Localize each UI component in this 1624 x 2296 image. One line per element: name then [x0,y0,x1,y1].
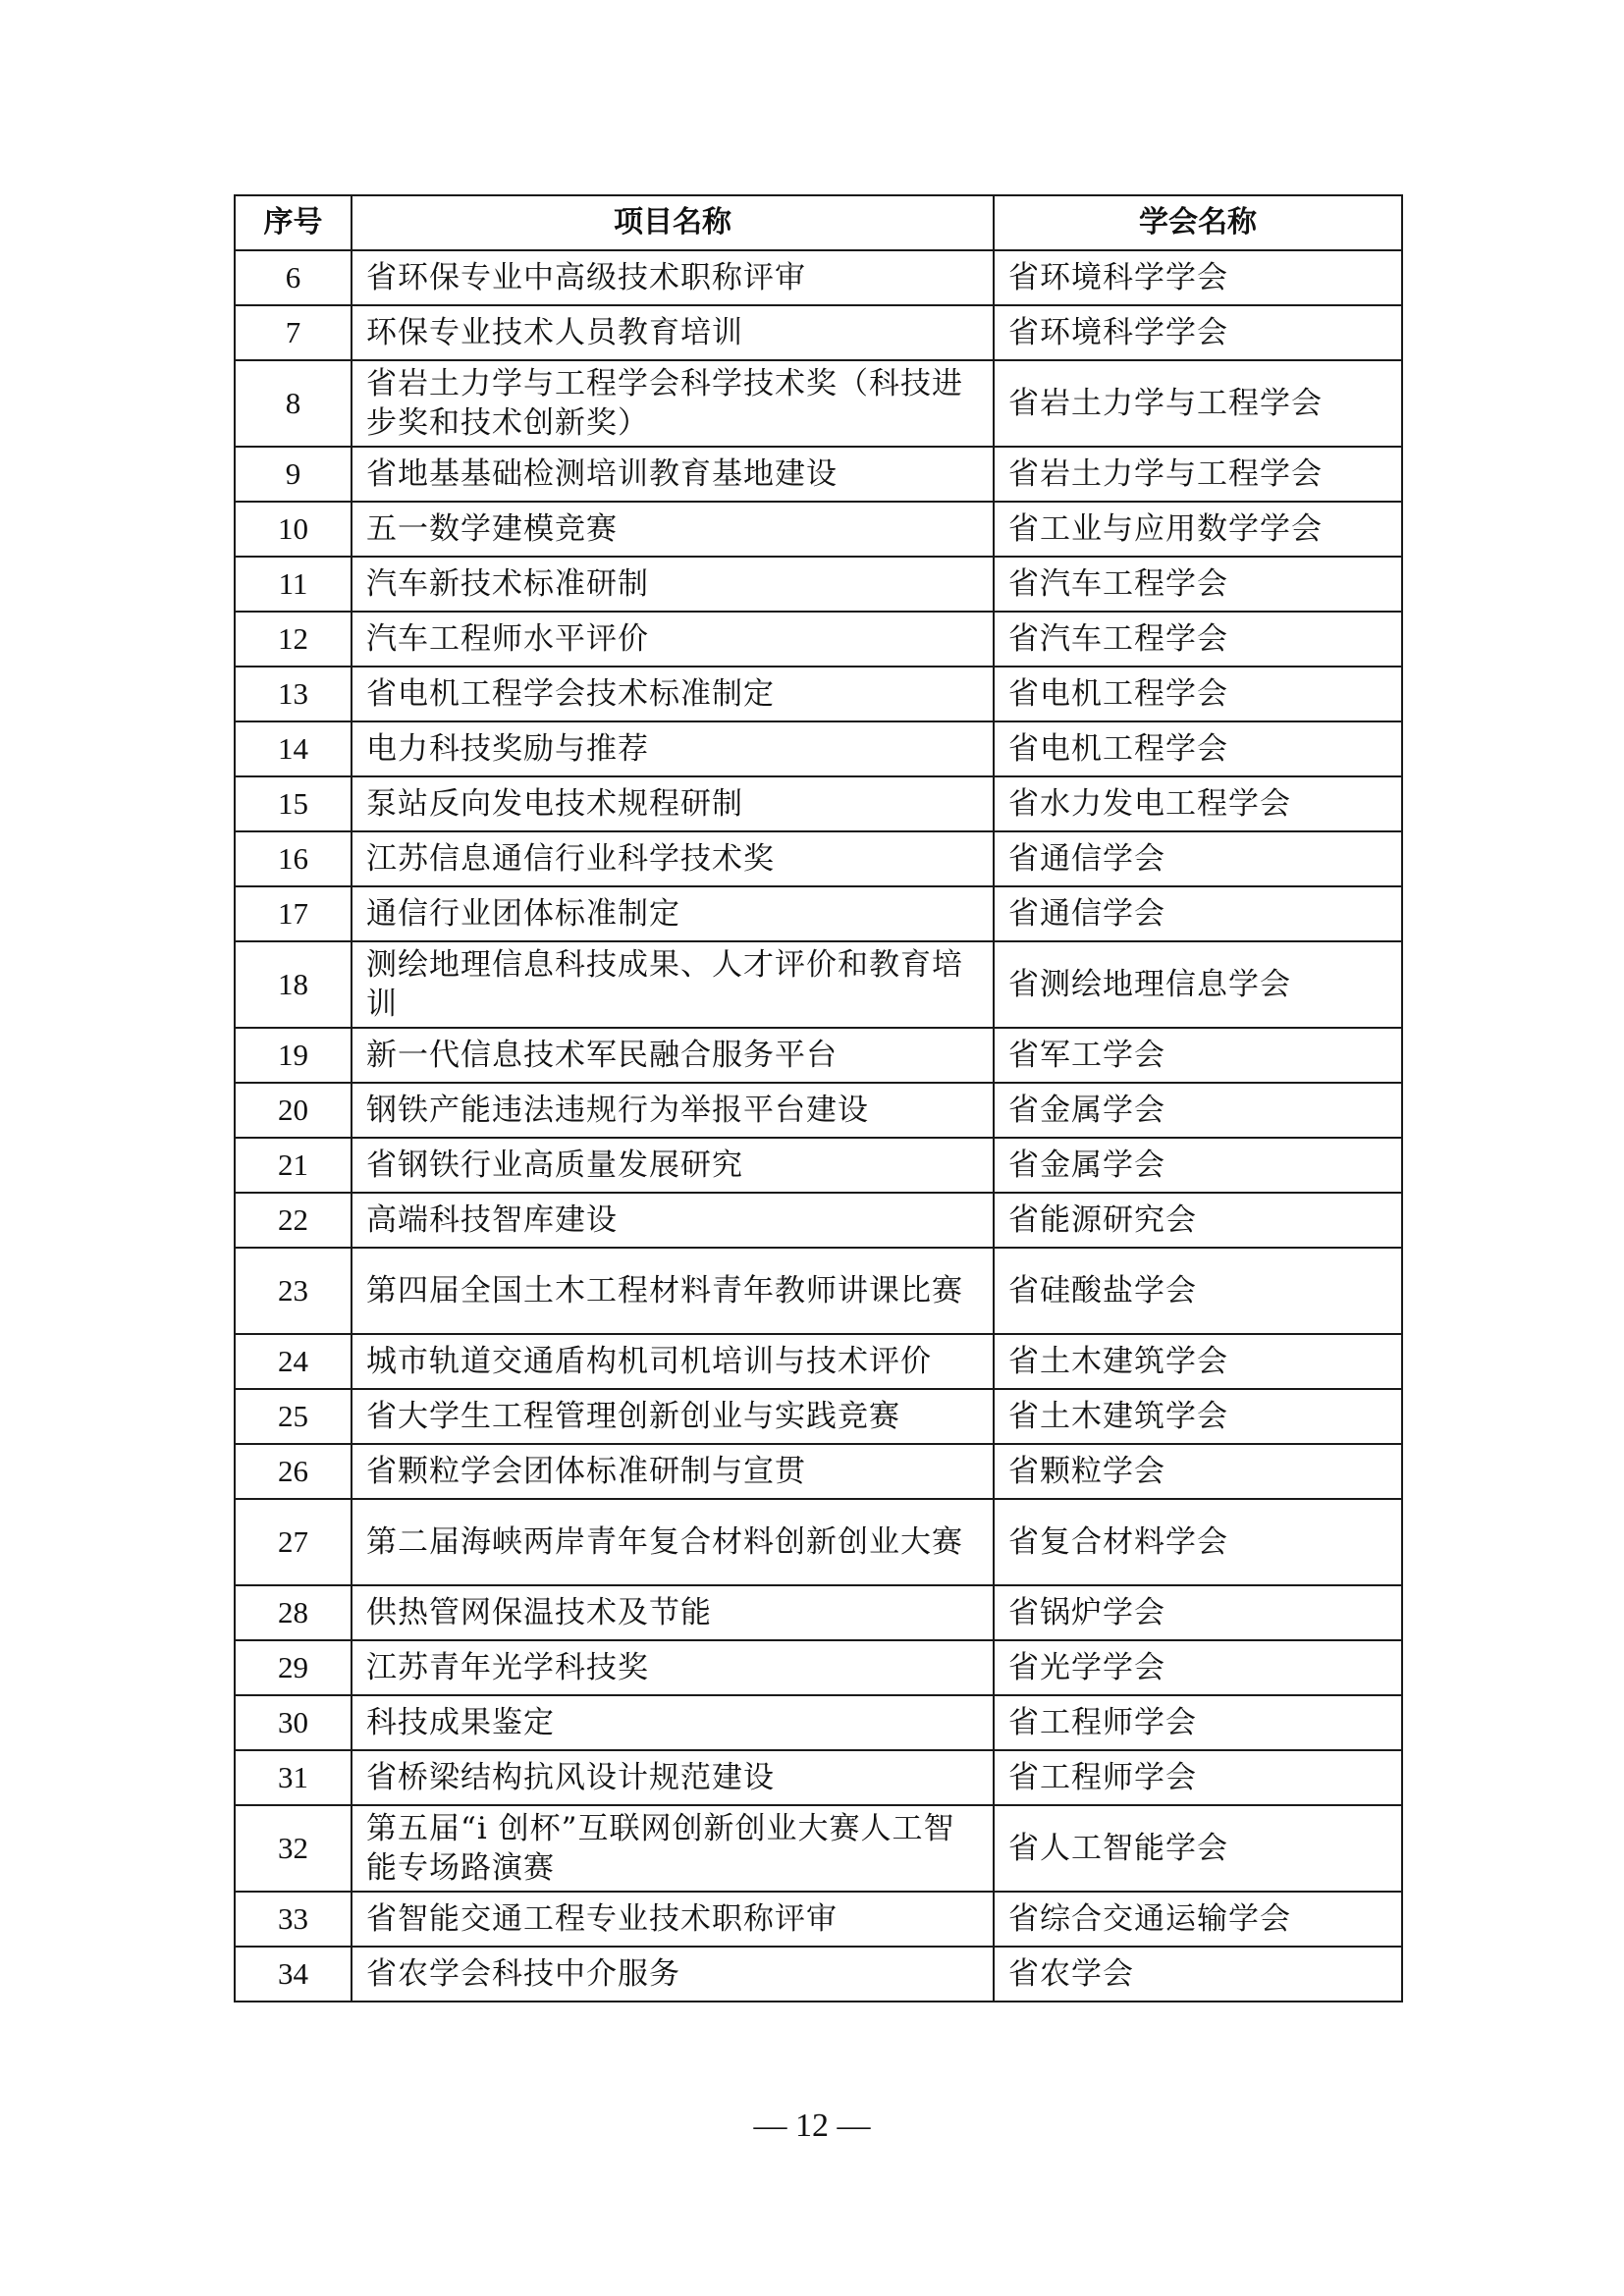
row-index: 22 [235,1193,352,1248]
row-index: 31 [235,1750,352,1805]
row-index: 20 [235,1083,352,1138]
row-project-name: 钢铁产能违法违规行为举报平台建设 [352,1083,994,1138]
table-row [235,1138,1402,1193]
row-index: 11 [235,557,352,612]
row-society-name: 省通信学会 [994,886,1402,941]
row-index: 12 [235,612,352,667]
header-society-name: 学会名称 [994,195,1402,250]
row-society-name: 省军工学会 [994,1028,1402,1083]
row-project-name: 汽车工程师水平评价 [352,612,994,667]
row-project-name: 省桥梁结构抗风设计规范建设 [352,1750,994,1805]
table-row [235,1805,1402,1892]
row-project-name: 城市轨道交通盾构机司机培训与技术评价 [352,1334,994,1389]
row-project-name: 高端科技智库建设 [352,1193,994,1248]
row-project-name: 供热管网保温技术及节能 [352,1585,994,1640]
table-row [235,502,1402,557]
row-project-name: 五一数学建模竞赛 [352,502,994,557]
header-index: 序号 [235,195,352,250]
row-project-name: 第二届海峡两岸青年复合材料创新创业大赛 [352,1499,994,1585]
table-row [235,776,1402,831]
row-project-name: 省农学会科技中介服务 [352,1947,994,2002]
row-index: 23 [235,1248,352,1334]
table-row [235,1695,1402,1750]
table-row [235,1389,1402,1444]
row-index: 17 [235,886,352,941]
row-project-name: 省大学生工程管理创新创业与实践竞赛 [352,1389,994,1444]
table-row [235,1193,1402,1248]
row-project-name: 科技成果鉴定 [352,1695,994,1750]
table-row [235,1444,1402,1499]
row-index: 18 [235,941,352,1028]
table-row [235,1248,1402,1334]
table-row [235,250,1402,305]
table-row [235,1334,1402,1389]
table-row [235,941,1402,1028]
row-project-name: 第四届全国土木工程材料青年教师讲课比赛 [352,1248,994,1334]
table-row [235,886,1402,941]
row-society-name: 省电机工程学会 [994,721,1402,776]
row-project-name: 省岩土力学与工程学会科学技术奖（科技进步奖和技术创新奖） [352,360,994,447]
page-number: — 12 — [753,2108,871,2144]
row-society-name: 省通信学会 [994,831,1402,886]
table-row [235,1028,1402,1083]
row-project-name: 电力科技奖励与推荐 [352,721,994,776]
table-body [235,250,1402,2002]
row-project-name: 测绘地理信息科技成果、人才评价和教育培训 [352,941,994,1028]
table-row [235,1892,1402,1947]
row-project-name: 省地基基础检测培训教育基地建设 [352,447,994,502]
row-society-name: 省工业与应用数学学会 [994,502,1402,557]
row-society-name: 省颗粒学会 [994,1444,1402,1499]
table-row [235,1750,1402,1805]
row-society-name: 省工程师学会 [994,1695,1402,1750]
row-index: 26 [235,1444,352,1499]
table-row [235,305,1402,360]
row-society-name: 省能源研究会 [994,1193,1402,1248]
row-society-name: 省岩土力学与工程学会 [994,360,1402,447]
row-project-name: 江苏青年光学科技奖 [352,1640,994,1695]
project-table [234,194,1403,2002]
row-index: 32 [235,1805,352,1892]
row-society-name: 省复合材料学会 [994,1499,1402,1585]
row-project-name: 通信行业团体标准制定 [352,886,994,941]
table-row [235,612,1402,667]
table-row [235,557,1402,612]
row-index: 13 [235,667,352,721]
table-row [235,447,1402,502]
row-index: 14 [235,721,352,776]
row-society-name: 省电机工程学会 [994,667,1402,721]
row-project-name: 环保专业技术人员教育培训 [352,305,994,360]
row-society-name: 省农学会 [994,1947,1402,2002]
row-project-name: 省电机工程学会技术标准制定 [352,667,994,721]
row-society-name: 省环境科学学会 [994,305,1402,360]
row-index: 28 [235,1585,352,1640]
row-index: 30 [235,1695,352,1750]
row-society-name: 省金属学会 [994,1138,1402,1193]
table-row [235,831,1402,886]
table-header-row [235,195,1402,250]
row-society-name: 省锅炉学会 [994,1585,1402,1640]
table-row [235,360,1402,447]
row-index: 27 [235,1499,352,1585]
row-index: 34 [235,1947,352,2002]
table-row [235,1585,1402,1640]
row-index: 33 [235,1892,352,1947]
row-society-name: 省汽车工程学会 [994,557,1402,612]
row-society-name: 省水力发电工程学会 [994,776,1402,831]
row-society-name: 省综合交通运输学会 [994,1892,1402,1947]
row-index: 19 [235,1028,352,1083]
row-project-name: 泵站反向发电技术规程研制 [352,776,994,831]
header-project-name: 项目名称 [352,195,994,250]
row-index: 10 [235,502,352,557]
row-project-name: 江苏信息通信行业科学技术奖 [352,831,994,886]
row-society-name: 省金属学会 [994,1083,1402,1138]
row-society-name: 省岩土力学与工程学会 [994,447,1402,502]
table-row [235,667,1402,721]
row-society-name: 省工程师学会 [994,1750,1402,1805]
row-index: 24 [235,1334,352,1389]
row-index: 7 [235,305,352,360]
row-project-name: 新一代信息技术军民融合服务平台 [352,1028,994,1083]
row-project-name: 省钢铁行业高质量发展研究 [352,1138,994,1193]
row-society-name: 省环境科学学会 [994,250,1402,305]
row-society-name: 省汽车工程学会 [994,612,1402,667]
row-index: 9 [235,447,352,502]
row-project-name: 省颗粒学会团体标准研制与宣贯 [352,1444,994,1499]
row-index: 8 [235,360,352,447]
row-index: 25 [235,1389,352,1444]
row-society-name: 省人工智能学会 [994,1805,1402,1892]
row-index: 16 [235,831,352,886]
row-project-name: 第五届“i 创杯”互联网创新创业大赛人工智能专场路演赛 [352,1805,994,1892]
row-society-name: 省土木建筑学会 [994,1334,1402,1389]
row-project-name: 汽车新技术标准研制 [352,557,994,612]
table-row [235,1640,1402,1695]
row-project-name: 省环保专业中高级技术职称评审 [352,250,994,305]
row-index: 29 [235,1640,352,1695]
row-society-name: 省硅酸盐学会 [994,1248,1402,1334]
table-row [235,1947,1402,2002]
row-society-name: 省测绘地理信息学会 [994,941,1402,1028]
table-row [235,1083,1402,1138]
row-index: 21 [235,1138,352,1193]
table-row [235,721,1402,776]
row-index: 15 [235,776,352,831]
row-project-name: 省智能交通工程专业技术职称评审 [352,1892,994,1947]
row-society-name: 省土木建筑学会 [994,1389,1402,1444]
row-index: 6 [235,250,352,305]
row-society-name: 省光学学会 [994,1640,1402,1695]
table-row [235,1499,1402,1585]
